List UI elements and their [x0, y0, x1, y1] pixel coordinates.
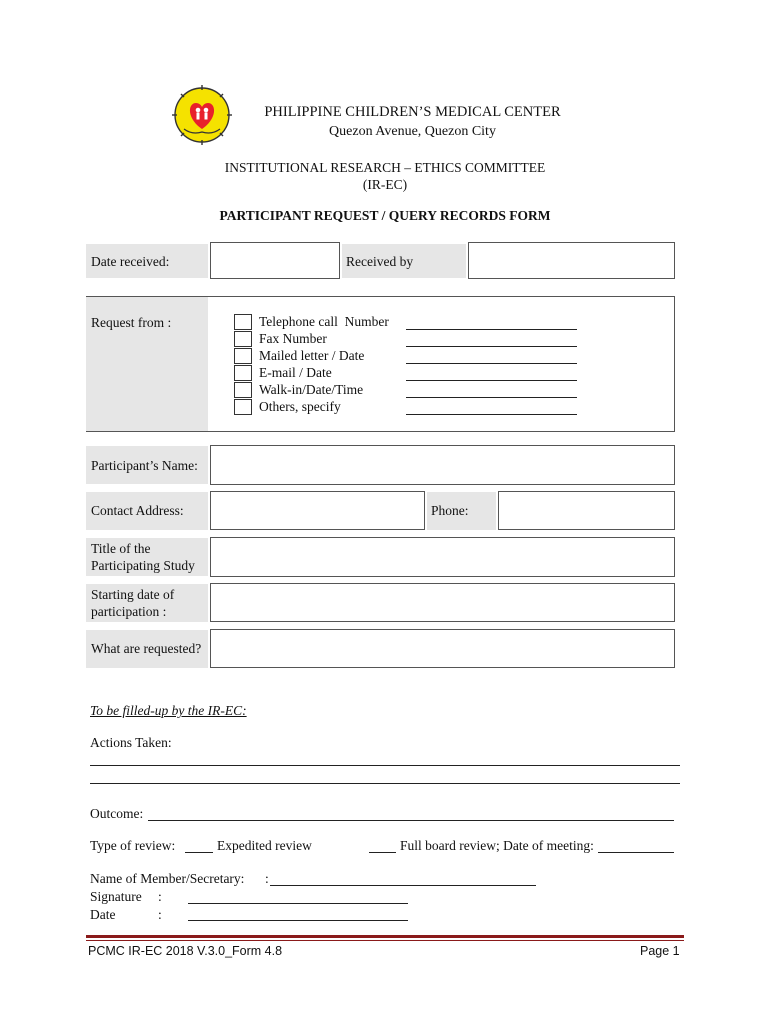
footer-rule [86, 935, 684, 938]
date-colon: : [158, 907, 162, 922]
full-board-review-label: Full board review; Date of meeting: [400, 838, 594, 853]
phone-input[interactable] [498, 491, 675, 530]
checkbox-mailed-letter[interactable] [234, 348, 252, 364]
start-date-label-line2: participation : [91, 604, 167, 619]
walk-in-line[interactable] [406, 397, 577, 398]
phone-label: Phone: [431, 503, 469, 518]
date-label: Date [90, 907, 116, 922]
footer-form-code: PCMC IR-EC 2018 V.3.0_Form 4.8 [88, 944, 283, 958]
signature-colon: : [158, 889, 162, 904]
participant-name-label: Participant’s Name: [91, 458, 198, 473]
footer-rule-thin [86, 940, 684, 941]
start-date-label-cell [86, 584, 208, 622]
start-date-label-line1: Starting date of [91, 587, 175, 602]
what-requested-label-cell [86, 630, 208, 668]
telephone-line[interactable] [406, 329, 577, 330]
checkbox-others[interactable] [234, 399, 252, 415]
member-name-line[interactable] [270, 885, 536, 886]
checkbox-walk-in[interactable] [234, 382, 252, 398]
full-board-blank[interactable] [369, 852, 396, 853]
outcome-line[interactable] [148, 820, 674, 821]
received-by-label: Received by [346, 254, 414, 269]
footer-page-number: Page 1 [640, 944, 680, 958]
form-title: PARTICIPANT REQUEST / QUERY RECORDS FORM [219, 208, 551, 223]
committee-name: INSTITUTIONAL RESEARCH – ETHICS COMMITTEE [224, 160, 546, 175]
irec-heading: To be filled-up by the IR-EC: [90, 703, 247, 718]
what-requested-input[interactable] [210, 629, 675, 668]
study-title-label-cell [86, 538, 208, 576]
signature-label: Signature [90, 889, 142, 904]
request-from-label-cell [86, 297, 208, 431]
date-received-label-cell [86, 244, 208, 278]
type-of-review-label: Type of review: [90, 838, 176, 853]
expedited-blank[interactable] [185, 852, 213, 853]
option-telephone: Telephone call Number [259, 314, 389, 329]
start-date-input[interactable] [210, 583, 675, 622]
checkbox-telephone[interactable] [234, 314, 252, 330]
fax-line[interactable] [406, 346, 577, 347]
signature-line[interactable] [188, 903, 408, 904]
option-email: E-mail / Date [259, 365, 332, 380]
org-name: PHILIPPINE CHILDREN’S MEDICAL CENTER [264, 104, 561, 120]
option-fax: Fax Number [259, 331, 327, 346]
study-title-label-line2: Participating Study [91, 558, 195, 573]
committee-abbr: (IR-EC) [362, 177, 408, 192]
expedited-review-label: Expedited review [217, 838, 312, 853]
option-mailed-letter: Mailed letter / Date [259, 348, 365, 363]
mailed-letter-line[interactable] [406, 363, 577, 364]
org-address: Quezon Avenue, Quezon City [329, 124, 496, 139]
option-others: Others, specify [259, 399, 341, 414]
participant-name-input[interactable] [210, 445, 675, 485]
meeting-date-line[interactable] [598, 852, 674, 853]
checkbox-fax[interactable] [234, 331, 252, 347]
received-by-input[interactable] [468, 242, 675, 279]
study-title-input[interactable] [210, 537, 675, 577]
contact-address-input[interactable] [210, 491, 425, 530]
participant-name-label-cell [86, 446, 208, 484]
actions-taken-line-2[interactable] [90, 783, 680, 784]
member-name-colon: : [265, 871, 269, 886]
actions-taken-label: Actions Taken: [90, 735, 172, 750]
received-by-label-cell [342, 244, 466, 278]
request-from-label: Request from : [91, 315, 172, 330]
checkbox-email[interactable] [234, 365, 252, 381]
email-line[interactable] [406, 380, 577, 381]
phone-label-cell [427, 492, 496, 530]
others-line[interactable] [406, 414, 577, 415]
date-received-label: Date received: [91, 254, 170, 269]
date-received-input[interactable] [210, 242, 340, 279]
option-walk-in: Walk-in/Date/Time [259, 382, 364, 397]
actions-taken-line-1[interactable] [90, 765, 680, 766]
contact-address-label: Contact Address: [91, 503, 184, 518]
what-requested-label: What are requested? [91, 641, 202, 656]
date-line[interactable] [188, 920, 408, 921]
member-name-label: Name of Member/Secretary: [90, 871, 245, 886]
contact-address-label-cell [86, 492, 208, 530]
outcome-label: Outcome: [90, 806, 144, 821]
study-title-label-line1: Title of the [91, 541, 151, 556]
